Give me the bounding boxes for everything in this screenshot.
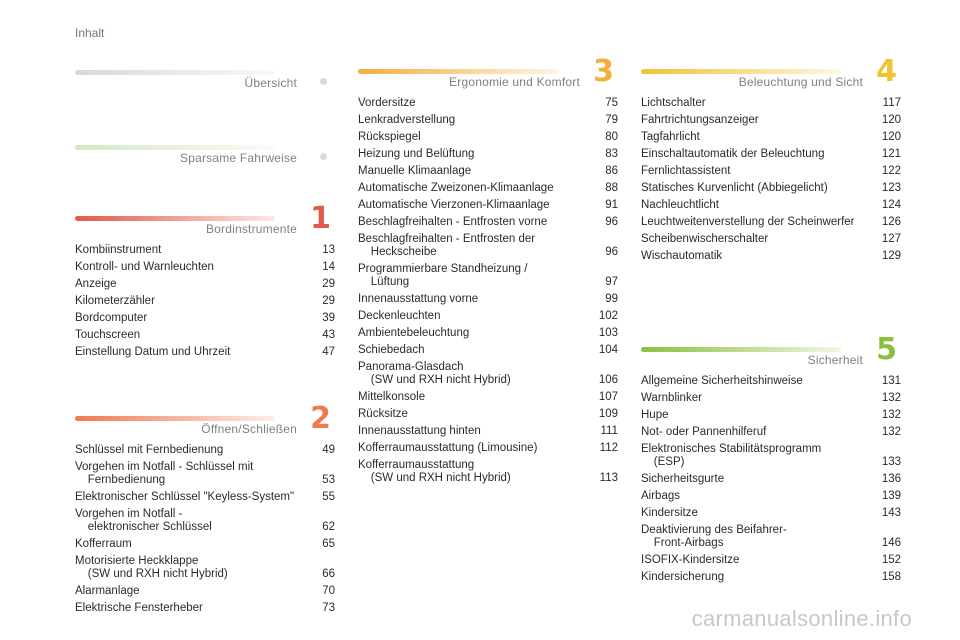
section-title: Übersicht <box>244 76 297 90</box>
toc-entry-label: Not- oder Pannenhilferuf <box>641 426 767 438</box>
toc-entry[interactable] <box>358 325 618 342</box>
toc-entry-page-number: 96 <box>605 216 618 228</box>
toc-entry-label: Kindersitze <box>641 507 698 519</box>
toc-entry[interactable] <box>75 536 335 553</box>
toc-entry[interactable] <box>75 553 335 583</box>
toc-entry[interactable] <box>358 291 618 308</box>
toc-entry-page-number: 132 <box>881 426 901 438</box>
toc-entry-page-number: 117 <box>882 97 901 109</box>
toc-entry-label: Beschlagfreihalten - Entfrosten der Heckscheibe <box>358 233 536 258</box>
toc-entry[interactable] <box>358 214 618 231</box>
toc-entry-page-number: 55 <box>322 491 335 503</box>
toc-entry-label: Warnblinker <box>641 392 702 404</box>
toc-entry[interactable] <box>75 293 335 310</box>
toc-entry[interactable] <box>358 423 618 440</box>
toc-entry[interactable] <box>75 583 335 600</box>
toc-entry-page-number: 53 <box>322 474 335 486</box>
toc-entry-label: Scheibenwischerschalter <box>641 233 769 245</box>
toc-entry[interactable] <box>641 424 901 441</box>
toc-entry-page-number: 124 <box>881 199 901 211</box>
toc-entry[interactable] <box>75 459 335 489</box>
toc-entry-page-number: 132 <box>881 409 901 421</box>
section-number: 1 <box>310 201 331 236</box>
toc-entry-page-number: 133 <box>881 456 901 468</box>
toc-entry-page-number: 109 <box>598 408 618 420</box>
toc-entry[interactable] <box>75 259 335 276</box>
toc-entry-label: Fahrtrichtungsanzeiger <box>641 114 759 126</box>
toc-entry-page-number: 102 <box>598 310 618 322</box>
toc-entry[interactable] <box>358 406 618 423</box>
section-oeffnen-schliessen <box>75 401 335 617</box>
toc-entry-label: Motorisierte Heckklappe (SW und RXH nicht Hybrid) <box>75 555 228 580</box>
toc-entry-label: Anzeige <box>75 278 117 290</box>
section-sicherheit <box>641 332 901 586</box>
toc-entry[interactable] <box>641 146 901 163</box>
toc-entry-label: Heizung und Belüftung <box>358 148 475 160</box>
toc-entry[interactable] <box>358 146 618 163</box>
section-bar <box>75 416 275 421</box>
toc-entry[interactable] <box>358 95 618 112</box>
toc-entry[interactable] <box>641 248 901 265</box>
toc-entry-label: Sicherheitsgurte <box>641 473 725 485</box>
toc-entry[interactable] <box>358 197 618 214</box>
toc-entry[interactable] <box>358 389 618 406</box>
toc-entry-page-number: 132 <box>881 392 901 404</box>
section-number: 3 <box>593 54 614 89</box>
page-title: Inhalt <box>75 26 105 40</box>
toc-entry-label: Kombiinstrument <box>75 244 162 256</box>
toc-entry-page-number: 65 <box>322 538 335 550</box>
toc-entry[interactable] <box>358 180 618 197</box>
toc-entry[interactable] <box>358 359 618 389</box>
toc-entry-page-number: 143 <box>881 507 901 519</box>
toc-entry[interactable] <box>358 261 618 291</box>
toc-entry[interactable] <box>641 373 901 390</box>
toc-entry[interactable] <box>75 489 335 506</box>
toc-entry[interactable] <box>641 197 901 214</box>
toc-entry-label: Elektronischer Schlüssel "Keyless-System" <box>75 491 295 503</box>
toc-entry-page-number: 126 <box>881 216 901 228</box>
section-title: Beleuchtung und Sicht <box>738 75 863 89</box>
toc-entry-label: Touchscreen <box>75 329 141 341</box>
toc-entry-page-number: 107 <box>598 391 618 403</box>
toc-entry-label: Hupe <box>641 409 669 421</box>
toc-entry-label: Schlüssel mit Fernbedienung <box>75 444 224 456</box>
toc-entry[interactable] <box>75 310 335 327</box>
toc-entry-label: Elektronisches Stabilitätsprogramm (ESP) <box>641 443 822 468</box>
toc-entry[interactable] <box>75 600 335 617</box>
toc-entry-label: Statisches Kurvenlicht (Abbiegelicht) <box>641 182 828 194</box>
toc-entry-label: Elektrische Fensterheber <box>75 602 203 614</box>
section-title: Ergonomie und Komfort <box>449 75 580 89</box>
toc-entry[interactable] <box>641 180 901 197</box>
toc-entry-label: Wischautomatik <box>641 250 723 262</box>
toc-entry-page-number: 152 <box>881 554 901 566</box>
toc-entry[interactable] <box>641 390 901 407</box>
toc-entry-page-number: 104 <box>598 344 618 356</box>
toc-entry-page-number: 70 <box>322 585 335 597</box>
toc-entry-label: Innenausstattung vorne <box>358 293 479 305</box>
toc-entry-page-number: 29 <box>322 295 335 307</box>
section-sparsame-fahrweise[interactable] <box>75 143 335 167</box>
toc-entry-page-number: 75 <box>605 97 618 109</box>
section-bar <box>641 347 841 352</box>
toc-entry-page-number: 88 <box>605 182 618 194</box>
toc-entry-page-number: 158 <box>881 571 901 583</box>
toc-entry[interactable] <box>641 95 901 112</box>
toc-entry[interactable] <box>641 471 901 488</box>
watermark: carmanualsonline.info <box>691 606 912 631</box>
toc-entry-label: Einschaltautomatik der Beleuchtung <box>641 148 825 160</box>
toc-entry[interactable] <box>75 276 335 293</box>
toc-entry-page-number: 96 <box>605 246 618 258</box>
toc-entry[interactable] <box>641 552 901 569</box>
toc-entry-page-number: 131 <box>881 375 901 387</box>
toc-entry[interactable] <box>75 327 335 344</box>
toc-entry-label: Vorgehen im Notfall - Schlüssel mit Fernbedienung <box>75 461 254 486</box>
toc-entry-page-number: 49 <box>322 444 335 456</box>
toc-entry[interactable] <box>358 163 618 180</box>
toc-entry[interactable] <box>75 506 335 536</box>
toc-entry[interactable] <box>75 344 335 361</box>
toc-entry-page-number: 99 <box>605 293 618 305</box>
toc-entry-label: Programmierbare Standheizung / Lüftung <box>358 263 528 288</box>
toc-entry-label: Vordersitze <box>358 97 416 109</box>
toc-entry[interactable] <box>358 231 618 261</box>
toc-entry-label: Kindersicherung <box>641 571 725 583</box>
toc-entry[interactable] <box>358 457 618 487</box>
toc-entry-page-number: 111 <box>600 425 618 437</box>
section-bar <box>641 69 841 74</box>
toc-entry-page-number: 123 <box>881 182 901 194</box>
toc-entry-page-number: 129 <box>881 250 901 262</box>
toc-list <box>75 242 335 361</box>
toc-entry[interactable] <box>641 214 901 231</box>
toc-entry-page-number: 43 <box>322 329 335 341</box>
toc-entry-label: Lenkradverstellung <box>358 114 456 126</box>
toc-entry-page-number: 79 <box>605 114 618 126</box>
toc-entry-page-number: 122 <box>881 165 901 177</box>
section-bar <box>75 216 275 221</box>
toc-entry[interactable] <box>641 129 901 146</box>
toc-entry-label: Leuchtweitenverstellung der Scheinwerfer <box>641 216 855 228</box>
toc-entry-label: Bordcomputer <box>75 312 148 324</box>
toc-entry[interactable] <box>641 488 901 505</box>
toc-entry-label: ISOFIX-Kindersitze <box>641 554 740 566</box>
toc-entry[interactable] <box>641 231 901 248</box>
section-bar <box>75 70 275 75</box>
toc-entry-label: Kofferraumausstattung (SW und RXH nicht Hybrid) <box>358 459 511 484</box>
section-marker-icon <box>320 153 327 160</box>
toc-entry-page-number: 14 <box>322 261 335 273</box>
toc-entry-page-number: 139 <box>881 490 901 502</box>
toc-entry-label: Rücksitze <box>358 408 408 420</box>
toc-entry[interactable] <box>358 342 618 359</box>
toc-entry-page-number: 39 <box>322 312 335 324</box>
section-bar <box>358 69 558 74</box>
toc-entry[interactable] <box>358 440 618 457</box>
toc-entry-label: Kilometerzähler <box>75 295 155 307</box>
toc-entry-label: Mittelkonsole <box>358 391 426 403</box>
toc-entry-label: Lichtschalter <box>641 97 706 109</box>
toc-entry-page-number: 83 <box>605 148 618 160</box>
toc-entry[interactable] <box>641 569 901 586</box>
toc-entry-label: Ambientebeleuchtung <box>358 327 470 339</box>
toc-list <box>75 442 335 617</box>
toc-entry-page-number: 112 <box>599 442 618 454</box>
toc-entry-page-number: 66 <box>322 568 335 580</box>
section-number: 4 <box>876 54 897 89</box>
toc-entry-page-number: 136 <box>881 473 901 485</box>
toc-entry-label: Rückspiegel <box>358 131 421 143</box>
toc-entry-page-number: 106 <box>598 374 618 386</box>
toc-entry-label: Fernlichtassistent <box>641 165 731 177</box>
section-number: 5 <box>876 332 897 367</box>
toc-list <box>641 95 901 265</box>
section-title: Sparsame Fahrweise <box>180 151 297 165</box>
toc-entry-page-number: 62 <box>322 521 335 533</box>
toc-entry-label: Airbags <box>641 490 680 502</box>
toc-entry[interactable] <box>641 163 901 180</box>
toc-entry-page-number: 113 <box>599 472 618 484</box>
toc-entry-label: Einstellung Datum und Uhrzeit <box>75 346 231 358</box>
toc-entry-label: Kofferraumausstattung (Limousine) <box>358 442 538 454</box>
toc-entry-page-number: 103 <box>598 327 618 339</box>
toc-entry-label: Kofferraum <box>75 538 132 550</box>
toc-entry-page-number: 91 <box>605 199 618 211</box>
toc-entry[interactable] <box>641 505 901 522</box>
section-bar <box>75 145 275 150</box>
toc-list <box>641 373 901 586</box>
toc-entry-label: Automatische Vierzonen-Klimaanlage <box>358 199 550 211</box>
toc-entry-label: Alarmanlage <box>75 585 140 597</box>
section-title: Öffnen/Schließen <box>201 422 297 436</box>
toc-entry-label: Nachleuchtlicht <box>641 199 719 211</box>
toc-entry-label: Kontroll- und Warnleuchten <box>75 261 214 273</box>
toc-entry-page-number: 73 <box>322 602 335 614</box>
toc-entry-label: Manuelle Klimaanlage <box>358 165 472 177</box>
toc-entry-page-number: 146 <box>881 537 901 549</box>
section-beleuchtung-sicht <box>641 54 901 265</box>
toc-list <box>358 95 618 487</box>
toc-entry-label: Panorama-Glasdach (SW und RXH nicht Hybrid) <box>358 361 511 386</box>
toc-entry-page-number: 97 <box>605 276 618 288</box>
toc-entry-label: Schiebedach <box>358 344 425 356</box>
toc-entry-page-number: 13 <box>322 244 335 256</box>
toc-entry[interactable] <box>358 308 618 325</box>
toc-entry-page-number: 120 <box>881 131 901 143</box>
toc-entry-page-number: 127 <box>881 233 901 245</box>
toc-entry-label: Allgemeine Sicherheitshinweise <box>641 375 803 387</box>
toc-entry-label: Innenausstattung hinten <box>358 425 481 437</box>
toc-entry[interactable] <box>75 242 335 259</box>
toc-entry-label: Deaktivierung des Beifahrer- Front-Airbags <box>641 524 787 549</box>
toc-entry[interactable] <box>641 441 901 471</box>
toc-entry-label: Automatische Zweizonen-Klimaanlage <box>358 182 554 194</box>
toc-entry[interactable] <box>641 522 901 552</box>
section-number: 2 <box>310 401 331 436</box>
toc-entry-page-number: 29 <box>322 278 335 290</box>
toc-entry-page-number: 120 <box>881 114 901 126</box>
toc-entry-page-number: 47 <box>322 346 335 358</box>
toc-entry[interactable] <box>641 407 901 424</box>
section-ergonomie-komfort <box>358 54 618 487</box>
section-uebersicht[interactable] <box>75 68 335 92</box>
section-title: Sicherheit <box>807 353 863 367</box>
toc-entry-page-number: 121 <box>881 148 901 160</box>
toc-entry-label: Tagfahrlicht <box>641 131 700 143</box>
toc-entry[interactable] <box>358 112 618 129</box>
toc-entry-label: Vorgehen im Notfall - elektronischer Schlüssel <box>75 508 212 533</box>
section-title: Bordinstrumente <box>205 222 297 236</box>
toc-entry[interactable] <box>75 442 335 459</box>
toc-entry-label: Deckenleuchten <box>358 310 441 322</box>
toc-entry[interactable] <box>358 129 618 146</box>
toc-entry-label: Beschlagfreihalten - Entfrosten vorne <box>358 216 548 228</box>
toc-entry-page-number: 80 <box>605 131 618 143</box>
toc-entry-page-number: 86 <box>605 165 618 177</box>
section-marker-icon <box>320 78 327 85</box>
toc-entry[interactable] <box>641 112 901 129</box>
section-bordinstrumente <box>75 201 335 361</box>
